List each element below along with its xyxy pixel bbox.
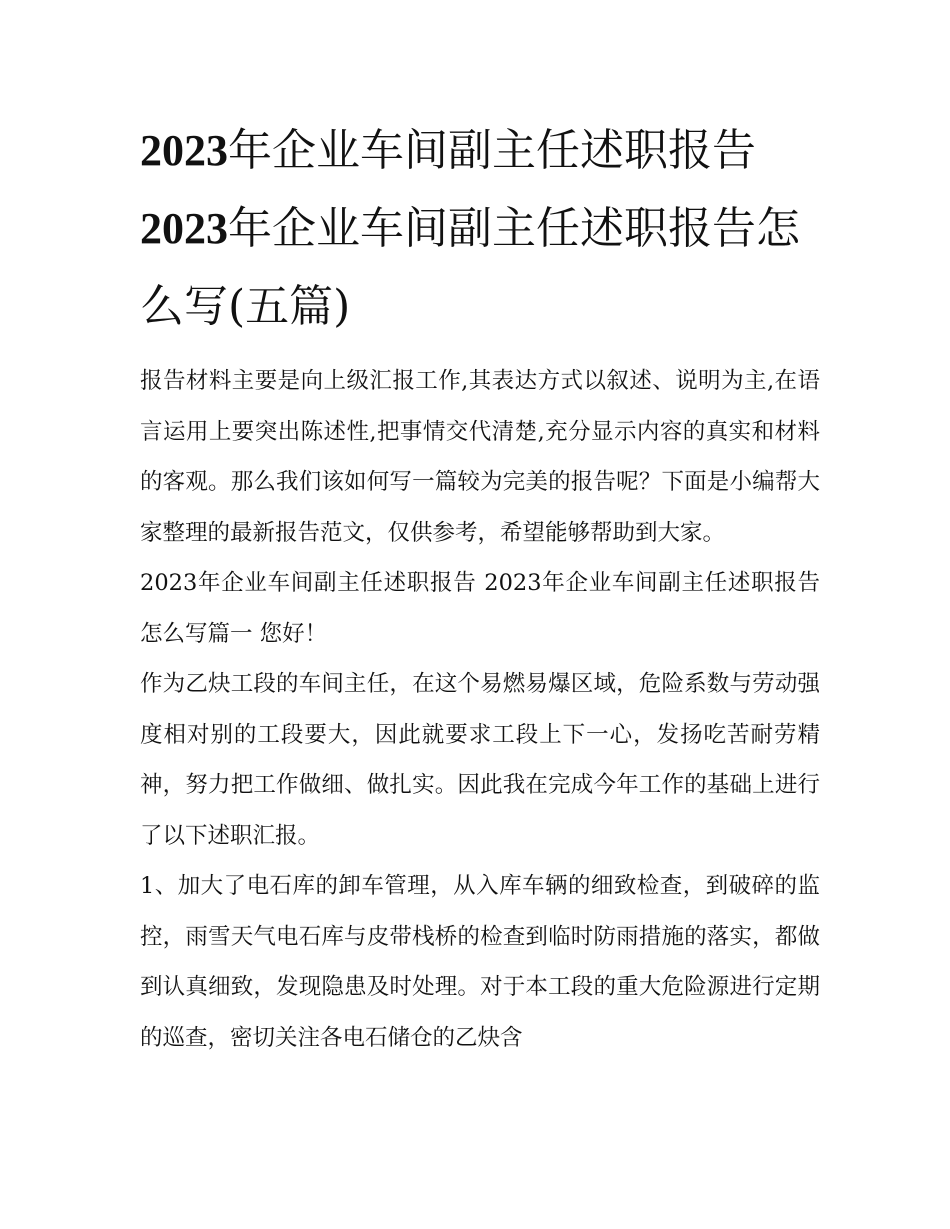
title-part: 2023	[140, 204, 228, 253]
paragraph-body: 作为乙炔工段的车间主任，在这个易燃易爆区域，危险系数与劳动强度相对别的工段要大，因此就要求工段上下一心，发扬吃苦耐劳精神，努力把工作做细、做扎实。因此我在完成今年工作的基础上进行了以下述职汇报。	[140, 671, 820, 849]
title-part: 年企业车间副主任述职报告	[228, 125, 756, 176]
title-part: 2023	[140, 126, 228, 175]
paragraph-heading: 2023年企业车间副主任述职报告 2023年企业车间副主任述职报告怎么写篇一 您好！	[140, 570, 820, 647]
document-page	[140, 112, 820, 1063]
title-part: 年企业车间副主任述职报告怎么写(五篇)	[140, 203, 800, 332]
document-title	[140, 112, 820, 346]
paragraph-intro: 报告材料主要是向上级汇报工作,其表达方式以叙述、说明为主,在语言运用上要突出陈述性,把事情交代清楚,充分显示内容的真实和材料的客观。那么我们该如何写一篇较为完美的报告呢？下面是小编帮大家整理的最新报告范文，仅供参考，希望能够帮助到大家。	[140, 368, 820, 546]
paragraph-item-1: 1、加大了电石库的卸车管理，从入库车辆的细致检查，到破碎的监控，雨雪天气电石库与皮带栈桥的检查到临时防雨措施的落实，都做到认真细致，发现隐患及时处理。对于本工段的重大危险源进行定期的巡查，密切关注各电石储仓的乙炔含	[140, 873, 820, 1051]
